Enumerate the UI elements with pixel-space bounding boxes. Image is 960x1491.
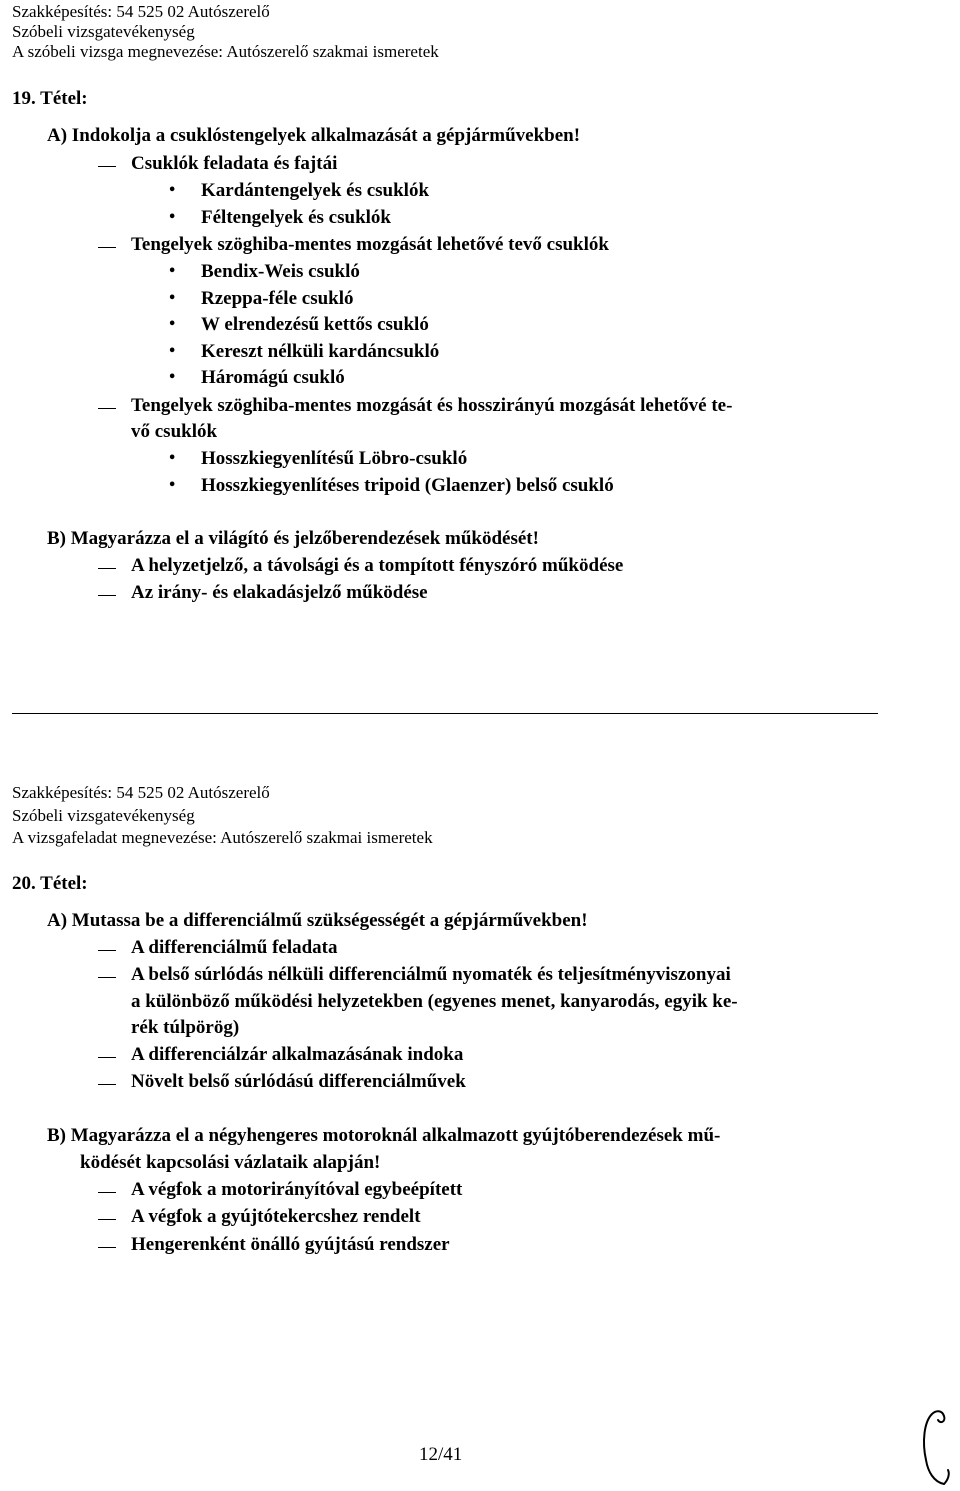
- bullet-marker: •: [168, 370, 177, 385]
- dash-marker: [98, 1057, 116, 1058]
- dash-marker: [98, 977, 116, 978]
- list-item: Az irány- és elakadásjelző működése: [131, 582, 428, 603]
- list-item: Növelt belső súrlódású differenciálművek: [131, 1071, 466, 1092]
- list-item-continuation: vő csuklók: [131, 421, 218, 442]
- list-item: Háromágú csukló: [201, 367, 345, 388]
- bullet-marker: •: [168, 291, 177, 306]
- section-19-question-a: A) Indokolja a csuklóstengelyek alkalmazását a gépjárművekben!: [47, 125, 581, 146]
- bullet-marker: •: [168, 264, 177, 279]
- bullet-marker: •: [168, 317, 177, 332]
- list-item: Féltengelyek és csuklók: [201, 207, 391, 228]
- dash-marker: [98, 568, 116, 569]
- bullet-marker: •: [168, 478, 177, 493]
- list-item: Csuklók feladata és fajtái: [131, 153, 338, 174]
- dash-marker: [98, 247, 116, 248]
- header-line-activity: Szóbeli vizsgatevékenység: [12, 22, 195, 41]
- bullet-marker: •: [168, 210, 177, 225]
- dash-marker: [98, 1192, 116, 1193]
- dash-marker: [98, 1247, 116, 1248]
- list-item: A differenciálzár alkalmazásának indoka: [131, 1044, 464, 1065]
- list-item-continuation: rék túlpörög): [131, 1017, 240, 1038]
- list-item: A végfok a motorirányítóval egybeépített: [131, 1179, 463, 1200]
- section-19-title: 19. Tétel:: [12, 88, 88, 109]
- dash-marker: [98, 595, 116, 596]
- list-item: Rzeppa-féle csukló: [201, 288, 354, 309]
- list-item: Kereszt nélküli kardáncsukló: [201, 341, 440, 362]
- bullet-marker: •: [168, 183, 177, 198]
- section-20-question-b-continuation: ködését kapcsolási vázlataik alapján!: [80, 1152, 381, 1173]
- page-number: 12/41: [419, 1444, 463, 1465]
- header-line-exam-name: A vizsgafeladat megnevezése: Autószerelő szakmai ismeretek: [12, 828, 433, 847]
- list-item: A végfok a gyújtótekercshez rendelt: [131, 1206, 421, 1227]
- list-item: Hosszkiegyenlítéses tripoid (Glaenzer) belső csukló: [201, 475, 614, 496]
- list-item-continuation: a különböző működési helyzetekben (egyenes menet, kanyarodás, egyik ke-: [131, 991, 738, 1012]
- dash-marker: [98, 1084, 116, 1085]
- corner-logo-mark: [918, 1408, 954, 1488]
- section-20-question-a: A) Mutassa be a differenciálmű szükségességét a gépjárművekben!: [47, 910, 588, 931]
- list-item: Tengelyek szöghiba-mentes mozgását lehetővé tevő csuklók: [131, 234, 609, 255]
- list-item: A belső súrlódás nélküli differenciálmű nyomaték és teljesítményviszonyai: [131, 964, 731, 985]
- header-line-exam-name: A szóbeli vizsga megnevezése: Autószerelő szakmai ismeretek: [12, 42, 439, 61]
- list-item: W elrendezésű kettős csukló: [201, 314, 429, 335]
- header-line-activity: Szóbeli vizsgatevékenység: [12, 806, 195, 825]
- section-20-question-b: B) Magyarázza el a négyhengeres motoroknál alkalmazott gyújtóberendezések mű-: [47, 1125, 721, 1146]
- header-line-qualification: Szakképesítés: 54 525 02 Autószerelő: [12, 783, 270, 802]
- list-item: A helyzetjelző, a távolsági és a tompított fényszóró működése: [131, 555, 624, 576]
- list-item: Hengerenként önálló gyújtású rendszer: [131, 1234, 450, 1255]
- list-item: Bendix-Weis csukló: [201, 261, 360, 282]
- section-19-question-b: B) Magyarázza el a világító és jelzőberendezések működését!: [47, 528, 539, 549]
- list-item: A differenciálmű feladata: [131, 937, 338, 958]
- list-item: Kardántengelyek és csuklók: [201, 180, 430, 201]
- dash-marker: [98, 950, 116, 951]
- list-item: Hosszkiegyenlítésű Löbro-csukló: [201, 448, 468, 469]
- dash-marker: [98, 1219, 116, 1220]
- section-20-title: 20. Tétel:: [12, 873, 88, 894]
- dash-marker: [98, 166, 116, 167]
- bullet-marker: •: [168, 344, 177, 359]
- header-line-qualification: Szakképesítés: 54 525 02 Autószerelő: [12, 2, 270, 21]
- section-divider: [12, 713, 878, 714]
- bullet-marker: •: [168, 451, 177, 466]
- dash-marker: [98, 408, 116, 409]
- list-item: Tengelyek szöghiba-mentes mozgását és hosszirányú mozgását lehetővé te-: [131, 395, 733, 416]
